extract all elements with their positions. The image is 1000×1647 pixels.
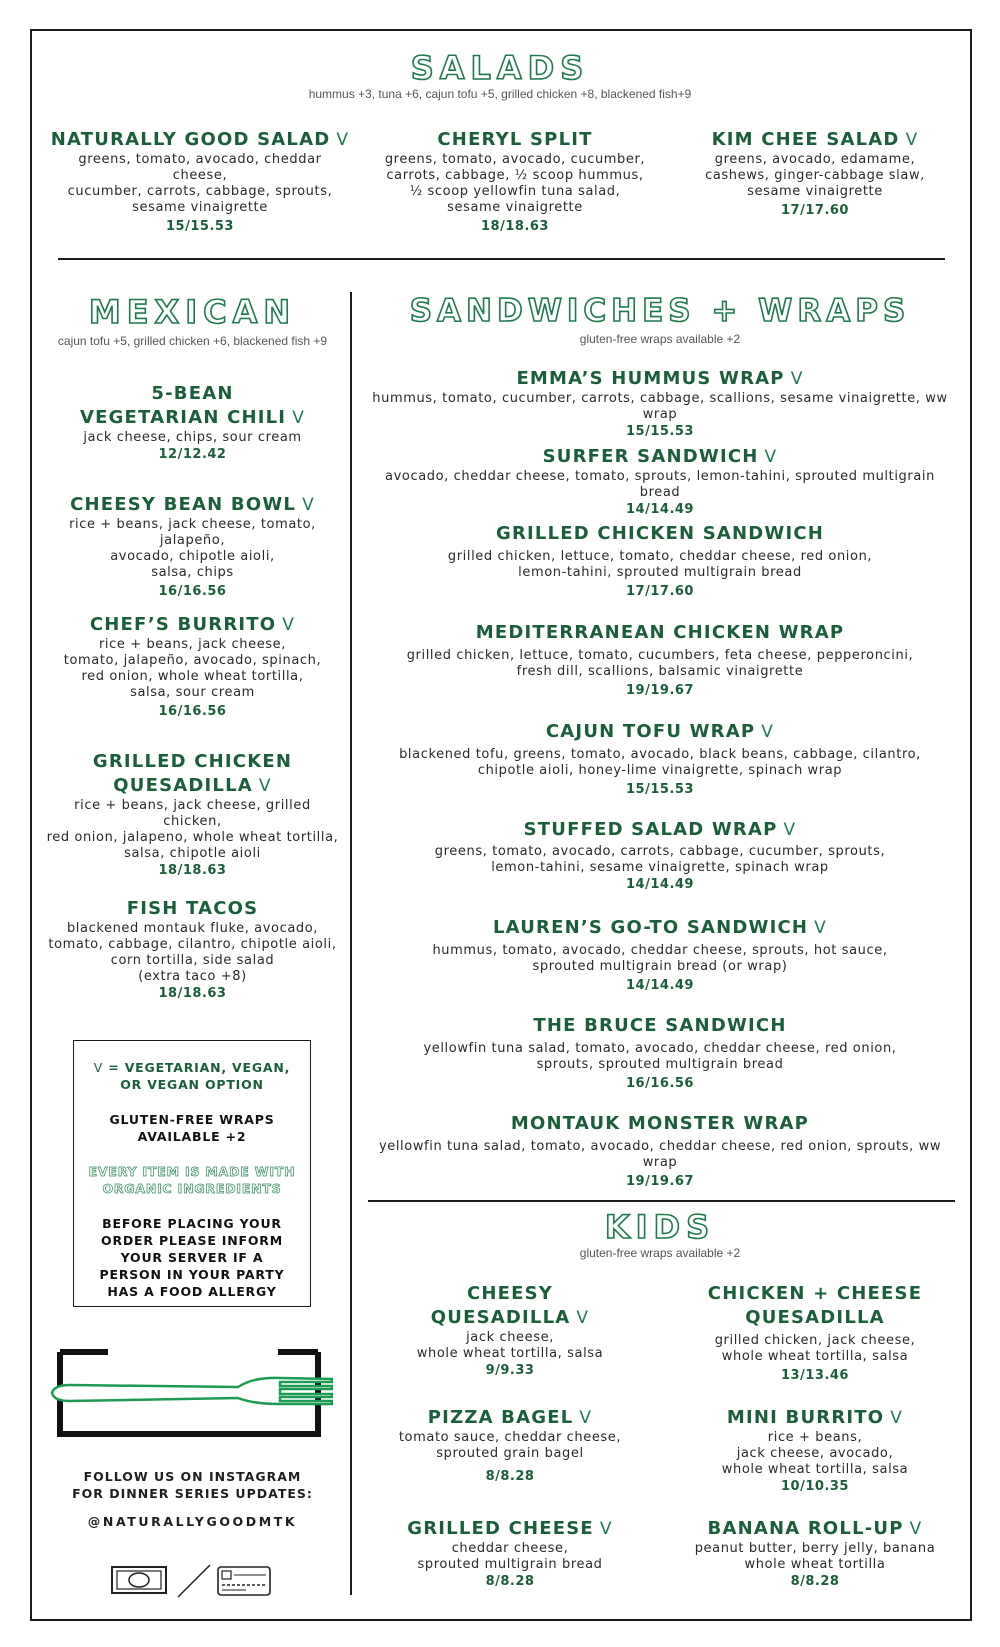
section-divider <box>368 1200 955 1202</box>
item-name: CHEF’S BURRITO V <box>89 614 296 635</box>
menu-item <box>365 367 955 441</box>
vegetarian-icon: V <box>783 820 797 840</box>
item-name: PIZZA BAGEL V <box>427 1407 593 1428</box>
item-price: 10/10.35 <box>781 1479 849 1494</box>
item-description: rice + beans, jack cheese, grilled chicken, red onion, jalapeno, whole wheat tortilla, salsa, chipotle aioli <box>46 798 339 861</box>
payment-separator-icon <box>176 1563 212 1599</box>
item-description: yellowfin tuna salad, tomato, avocado, cheddar cheese, red onion, sprouts, sprouted multigrain bread <box>423 1041 897 1072</box>
item-description: grilled chicken, lettuce, tomato, cucumbers, feta cheese, pepperoncini, fresh dill, scallions, balsamic vinaigrette <box>406 648 914 679</box>
vegetarian-icon: V <box>302 495 315 515</box>
vegetarian-icon: V <box>905 130 919 150</box>
menu-item <box>365 916 955 995</box>
item-description: rice + beans, jack cheese, tomato, jalapeño, avocado, spinach, red onion, whole wheat tortilla, salsa, sour cream <box>63 637 322 700</box>
vegetarian-icon: V <box>909 1519 923 1539</box>
item-name: BANANA ROLL-UP V <box>707 1518 923 1539</box>
item-description: grilled chicken, jack cheese, whole wheat tortilla, salsa <box>714 1333 916 1364</box>
sandwiches-addons: gluten-free wraps available +2 <box>579 332 741 346</box>
item-price: 15/15.53 <box>626 782 694 797</box>
salads-addons: hummus +3, tuna +6, cajun tofu +5, grilled chicken +8, blackened fish+9 <box>308 87 692 101</box>
mexican-addons: cajun tofu +5, grilled chicken +6, blackened fish +9 <box>57 334 328 348</box>
item-name: MINI BURRITO V <box>726 1407 904 1428</box>
item-description: cheddar cheese, sprouted multigrain bread <box>417 1541 603 1572</box>
vegetarian-icon: V <box>258 776 272 796</box>
legend-allergy: BEFORE PLACING YOUR ORDER PLEASE INFORM YOUR SERVER IF A PERSON IN YOUR PARTY HAS A FOOD ALLERGY <box>99 1216 285 1299</box>
item-price: 16/16.56 <box>158 584 227 599</box>
item-name: CAJUN TOFU WRAP V <box>545 721 775 742</box>
legend-gluten-free: GLUTEN-FREE WRAPS AVAILABLE +2 <box>109 1112 275 1144</box>
legend-organic: EVERY ITEM IS MADE WITH ORGANIC INGREDIENTS <box>88 1164 296 1196</box>
item-name: GRILLED CHICKEN QUESADILLA V <box>92 751 293 796</box>
item-description: grilled chicken, lettuce, tomato, cheddar cheese, red onion, lemon-tahini, sprouted multigrain bread <box>447 549 873 580</box>
vegetarian-icon: V <box>576 1308 590 1328</box>
item-description: yellowfin tuna salad, tomato, avocado, cheddar cheese, red onion, sprouts, ww wrap <box>378 1139 942 1170</box>
item-name: LAUREN’S GO-TO SANDWICH V <box>492 917 827 938</box>
sandwiches-title: SANDWICHES + WRAPS <box>409 293 911 329</box>
menu-item <box>665 128 965 220</box>
item-description: greens, tomato, avocado, cheddar cheese, cucumber, carrots, cabbage, sprouts, sesame vinaigrette <box>67 152 333 215</box>
item-price: 14/14.49 <box>626 978 694 993</box>
menu-item <box>50 128 350 236</box>
item-price: 18/18.63 <box>481 219 549 234</box>
item-name: CHEESY BEAN BOWL V <box>70 494 315 515</box>
item-description: rice + beans, jack cheese, tomato, jalapeño, avocado, chipotle aioli, salsa, chips <box>69 517 316 580</box>
menu-item <box>365 818 955 894</box>
item-name: THE BRUCE SANDWICH <box>533 1015 787 1036</box>
item-price: 8/8.28 <box>790 1574 840 1589</box>
menu-item <box>365 128 665 236</box>
credit-card-icon <box>216 1565 272 1597</box>
instagram-follow-text: FOLLOW US ON INSTAGRAM FOR DINNER SERIES UPDATES: <box>72 1469 313 1501</box>
item-description: rice + beans, jack cheese, avocado, whole wheat tortilla, salsa <box>721 1430 909 1477</box>
item-name: CHEESY QUESADILLA V <box>430 1283 590 1328</box>
item-price: 14/14.49 <box>626 877 694 892</box>
legend-vegetarian: V = VEGETARIAN, VEGAN, OR VEGAN OPTION <box>93 1060 291 1092</box>
column-divider <box>350 292 352 1595</box>
item-name: FISH TACOS <box>126 898 259 919</box>
item-description: greens, tomato, avocado, carrots, cabbage, cucumber, sprouts, lemon-tahini, sesame vinaigrette, spinach wrap <box>434 844 886 875</box>
item-price: 16/16.56 <box>158 704 227 719</box>
item-name: NATURALLY GOOD SALAD V <box>50 129 350 150</box>
vegetarian-icon: V <box>890 1408 904 1428</box>
salads-title: SALADS <box>410 49 590 87</box>
item-price: 19/19.67 <box>626 1174 694 1189</box>
menu-item <box>675 1517 955 1591</box>
item-price: 12/12.42 <box>158 447 227 462</box>
menu-item <box>675 1282 955 1385</box>
vegetarian-icon: V <box>790 369 804 389</box>
instagram-handle: @NATURALLYGOODMTK <box>87 1514 298 1529</box>
item-price: 15/15.53 <box>166 219 234 234</box>
item-name: GRILLED CHEESE V <box>407 1518 613 1539</box>
menu-item <box>365 522 955 601</box>
item-name: 5-BEAN VEGETARIAN CHILI V <box>79 383 306 428</box>
item-description: greens, avocado, edamame, cashews, ginger-cabbage slaw, sesame vinaigrette <box>705 152 925 199</box>
kids-title: KIDS <box>604 1208 716 1246</box>
item-description: jack cheese, whole wheat tortilla, salsa <box>416 1330 604 1361</box>
menu-item <box>370 1282 650 1380</box>
vegetarian-icon: V <box>761 722 775 742</box>
vegetarian-icon: V <box>579 1408 593 1428</box>
item-price: 17/17.60 <box>781 203 849 218</box>
item-price: 15/15.53 <box>626 424 694 439</box>
mexican-title: MEXICAN <box>88 293 297 331</box>
item-price: 19/19.67 <box>626 683 694 698</box>
item-description: hummus, tomato, avocado, cheddar cheese, sprouts, hot sauce, sprouted multigrain bread (or wrap) <box>432 943 888 974</box>
menu-item <box>675 1406 955 1496</box>
vegetarian-icon: V <box>599 1519 613 1539</box>
item-description: jack cheese, chips, sour cream <box>83 430 302 445</box>
vegetarian-icon: V <box>336 130 350 150</box>
vegetarian-icon: V <box>292 408 306 428</box>
vegetarian-icon: V <box>764 447 778 467</box>
cash-icon <box>110 1565 168 1595</box>
item-price: 18/18.63 <box>158 863 227 878</box>
item-name: MEDITERRANEAN CHICKEN WRAP <box>475 622 845 643</box>
menu-item <box>45 750 340 880</box>
menu-item <box>45 613 340 721</box>
vegetarian-icon: V <box>282 615 296 635</box>
menu-item <box>370 1517 650 1591</box>
menu-item <box>365 621 955 700</box>
kids-addons: gluten-free wraps available +2 <box>579 1246 741 1260</box>
menu-item <box>45 493 340 601</box>
legend-box <box>73 1040 311 1307</box>
fork-icon <box>48 1344 333 1444</box>
item-price: 8/8.28 <box>485 1574 535 1589</box>
menu-item <box>365 1014 955 1093</box>
item-name: EMMA’S HUMMUS WRAP V <box>516 368 804 389</box>
item-description: blackened tofu, greens, tomato, avocado, black beans, cabbage, cilantro, chipotle aioli, honey-lime vinaigrette, spinach wrap <box>399 747 921 778</box>
item-name: STUFFED SALAD WRAP V <box>523 819 797 840</box>
item-name: KIM CHEE SALAD V <box>711 129 919 150</box>
item-price: 9/9.33 <box>485 1363 535 1378</box>
section-divider <box>58 258 945 260</box>
item-name: CHERYL SPLIT <box>437 129 593 150</box>
item-name: CHICKEN + CHEESE QUESADILLA <box>707 1283 923 1328</box>
item-name: GRILLED CHICKEN SANDWICH <box>495 523 825 544</box>
item-price: 14/14.49 <box>626 502 694 517</box>
item-description: blackened montauk fluke, avocado, tomato, cabbage, cilantro, chipotle aioli, corn tortilla, side salad (extra taco +8) <box>48 921 337 984</box>
item-description: hummus, tomato, cucumber, carrots, cabbage, scallions, sesame vinaigrette, ww wrap <box>372 391 948 422</box>
item-description: avocado, cheddar cheese, tomato, sprouts, lemon-tahini, sprouted multigrain bread <box>385 469 935 500</box>
menu-item <box>370 1406 650 1486</box>
item-price: 16/16.56 <box>626 1076 694 1091</box>
item-name: MONTAUK MONSTER WRAP <box>510 1113 810 1134</box>
menu-item <box>45 897 340 1003</box>
menu-item <box>45 382 340 464</box>
item-name: SURFER SANDWICH V <box>542 446 778 467</box>
item-price: 17/17.60 <box>626 584 694 599</box>
vegetarian-icon: V <box>93 1060 104 1075</box>
vegetarian-icon: V <box>814 918 827 938</box>
item-price: 13/13.46 <box>781 1368 849 1383</box>
menu-item <box>365 1112 955 1191</box>
item-price: 18/18.63 <box>158 986 227 1001</box>
menu-item <box>365 720 955 799</box>
item-description: greens, tomato, avocado, cucumber, carrots, cabbage, ½ scoop hummus, ½ scoop yellowfin tuna salad, sesame vinaigrette <box>384 152 646 215</box>
item-description: tomato sauce, cheddar cheese, sprouted grain bagel <box>398 1430 622 1461</box>
item-description: peanut butter, berry jelly, banana whole wheat tortilla <box>694 1541 936 1572</box>
item-price: 8/8.28 <box>485 1469 535 1484</box>
menu-item <box>365 445 955 519</box>
